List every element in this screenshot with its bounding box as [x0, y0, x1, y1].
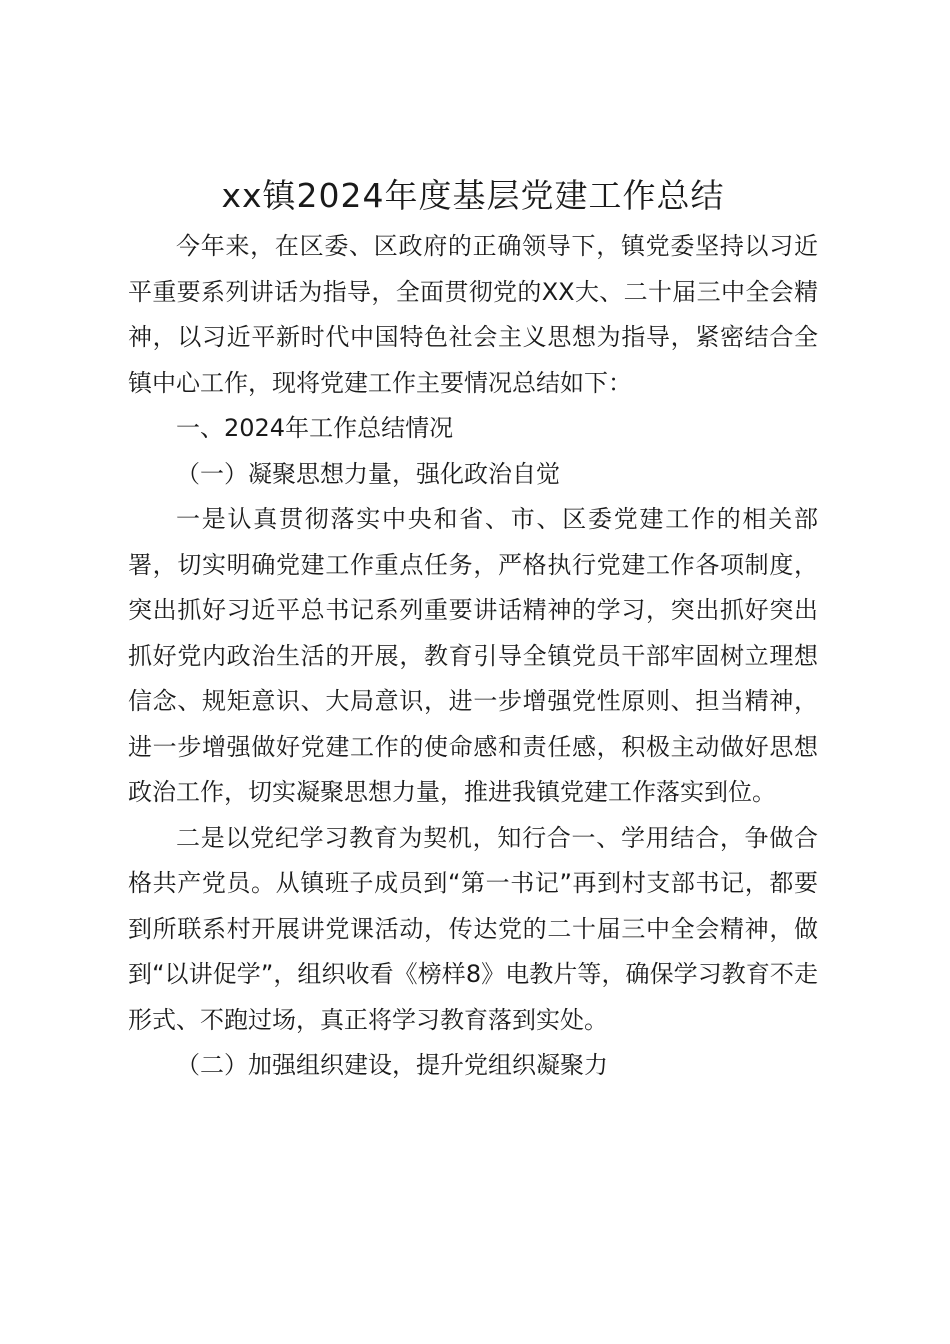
- intro-paragraph: 今年来，在区委、区政府的正确领导下，镇党委坚持以习近平重要系列讲话为指导，全面贯彻党的XX大、二十届三中全会精神，以习近平新时代中国特色社会主义思想为指导，紧密结合全镇中心工作，现将党建工作主要情况总结如下：: [128, 232, 818, 397]
- body-paragraph: 一是认真贯彻落实中央和省、市、区委党建工作的相关部署，切实明确党建工作重点任务，严格执行党建工作各项制度，突出抓好习近平总书记系列重要讲话精神的学习，突出抓好突出抓好党内政治生活的开展，教育引导全镇党员干部牢固树立理想信念、规矩意识、大局意识，进一步增强党性原则、担当精神，进一步增强做好党建工作的使命感和责任感，积极主动做好思想政治工作，切实凝聚思想力量，推进我镇党建工作落实到位。: [128, 505, 818, 806]
- subsection-heading: （二）加强组织建设，提升党组织凝聚力: [176, 1051, 608, 1079]
- body-paragraph: 二是以党纪学习教育为契机，知行合一、学用结合，争做合格共产党员。从镇班子成员到“第一书记”再到村支部书记，都要到所联系村开展讲党课活动，传达党的二十届三中全会精神，做到“以讲促学”，组织收看《榜样8》电教片等，确保学习教育不走形式、不跑过场，真正将学习教育落到实处。: [128, 823, 818, 1034]
- subsection-heading: （一）凝聚思想力量，强化政治自觉: [176, 459, 560, 488]
- document-title: xx镇2024年度基层党建工作总结: [221, 176, 725, 215]
- document-page: [128, 170, 818, 1089]
- section-heading: 一、2024年工作总结情况: [176, 414, 454, 442]
